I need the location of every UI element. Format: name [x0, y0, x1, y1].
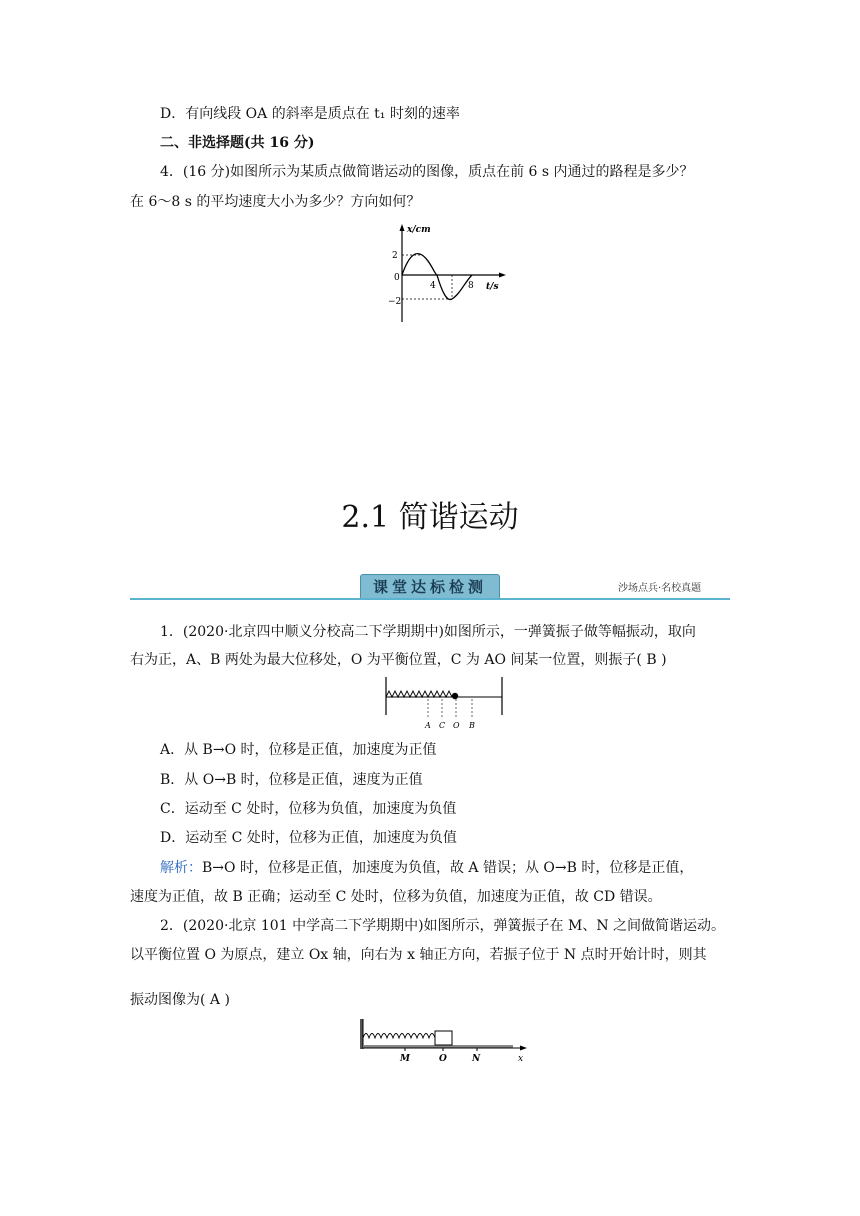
chapter-title: 2.1 简谐运动: [341, 500, 519, 535]
x-axis-label: t/s: [486, 282, 499, 292]
spring-oscillator-figure-2: [360, 1019, 535, 1064]
question-1-line-1: 1．(2020·北京四中顺义分校高二下学期期中)如图所示，一弹簧振子做等幅振动，取向: [160, 624, 696, 640]
label-b: B: [469, 721, 475, 730]
option-c-text: C．运动至 C 处时，位移为负值，加速度为负值: [160, 801, 457, 817]
label-m: M: [400, 1054, 410, 1064]
label-x: x: [518, 1054, 524, 1064]
tick-neg-2: −2: [388, 297, 402, 307]
spring-oscillator-figure-1: [384, 677, 504, 733]
banner-divider: [130, 598, 730, 600]
analysis-text-1: B→O 时，位移是正值，加速度为负值，故 A 错误；从 O→B 时，位移是正值，: [202, 860, 694, 876]
question-2-line-1: 2．(2020·北京 101 中学高二下学期期中)如图所示，弹簧振子在 M、N 之间做简谐运动。: [160, 918, 726, 934]
question-2-line-3: 振动图像为( A ): [130, 992, 230, 1008]
sine-graph-figure: [380, 222, 510, 327]
banner-subtitle: 沙场点兵·名校真题: [618, 583, 702, 594]
label-c: C: [439, 721, 446, 730]
question-2-line-2: 以平衡位置 O 为原点，建立 Ox 轴，向右为 x 轴正方向，若振子位于 N 点时开始计时，则其: [130, 947, 707, 963]
analysis-line-1: [160, 858, 693, 878]
question-4-line-1: 4．(16 分)如图所示为某质点做简谐运动的图像，质点在前 6 s 内通过的路程是多少？: [160, 164, 694, 180]
tick-8: 8: [468, 281, 474, 291]
label-n: N: [472, 1054, 481, 1064]
y-axis-label: x/cm: [407, 225, 431, 235]
section-banner: 课堂达标检测: [360, 574, 500, 600]
label-o: O: [453, 721, 460, 730]
section-heading: 二、非选择题(共 16 分): [160, 135, 315, 151]
question-4-line-2: 在 6～8 s 的平均速度大小为多少？方向如何？: [130, 194, 421, 210]
option-d-text: D．有向线段 OA 的斜率是质点在 t₁ 时刻的速率: [160, 106, 460, 122]
tick-2: 2: [392, 251, 398, 261]
option-d-text-q1: D．运动至 C 处时，位移为正值，加速度为负值: [160, 830, 457, 846]
option-a-text: A．从 B→O 时，位移是正值，加速度为正值: [160, 742, 437, 758]
analysis-line-2: 速度为正值，故 B 正确；运动至 C 处时，位移为负值，加速度为正值，故 CD 错误。: [130, 889, 662, 905]
question-1-line-2: 右为正，A、B 两处为最大位移处，O 为平衡位置，C 为 AO 间某一位置，则振子( B ): [130, 652, 667, 668]
label-o-2: O: [439, 1054, 447, 1064]
label-a: A: [425, 721, 431, 730]
tick-4: 4: [430, 281, 436, 291]
tick-0: 0: [394, 273, 400, 283]
option-b-text: B．从 O→B 时，位移是正值，速度为正值: [160, 772, 423, 788]
analysis-label: 解析：: [160, 860, 202, 876]
